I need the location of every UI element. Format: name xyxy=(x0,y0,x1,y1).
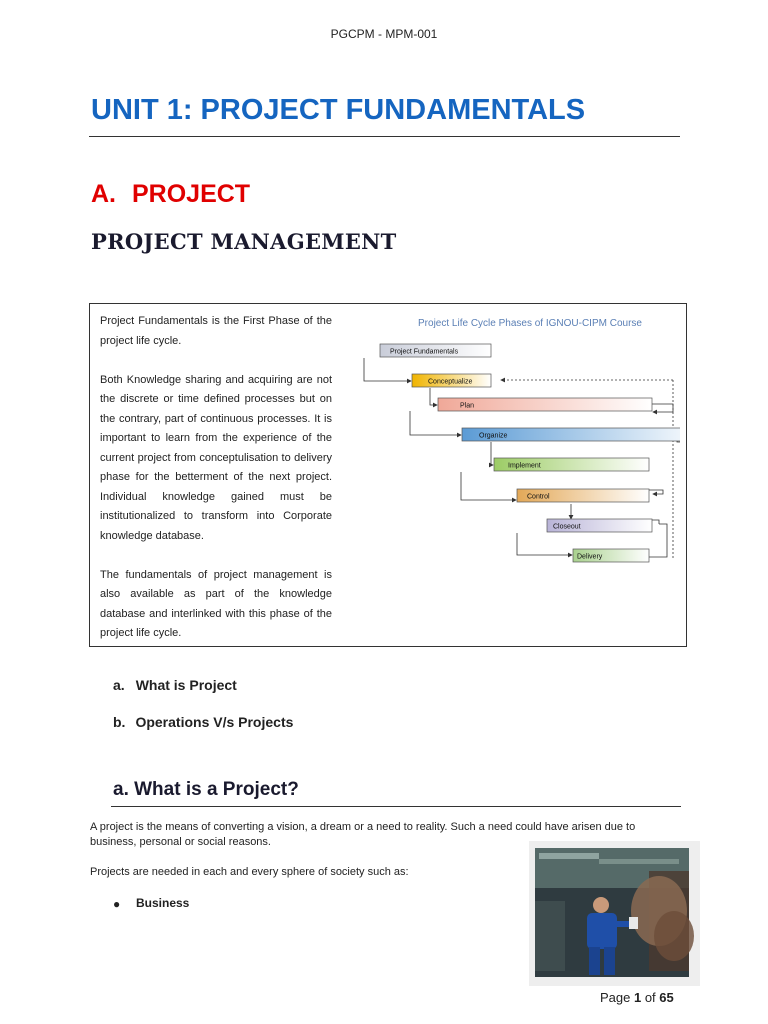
life-cycle-diagram xyxy=(355,312,680,572)
toc-marker: b. xyxy=(113,714,126,730)
feedback-line xyxy=(649,490,663,494)
title-underline xyxy=(89,136,680,137)
intro-paragraph: The fundamentals of project management is also available as part of the knowledge database and interlinked with this phase of the project life cycle. xyxy=(100,568,332,639)
body-paragraph: Projects are needed in each and every sphere of society such as: xyxy=(90,866,409,878)
phase-label: Delivery xyxy=(577,553,603,561)
section-title: PROJECT xyxy=(132,180,251,208)
connector xyxy=(491,442,493,465)
connector xyxy=(461,472,516,500)
section-letter: A. xyxy=(91,180,116,208)
page-of: of xyxy=(641,990,660,1005)
subtitle: PROJECT MANAGEMENT xyxy=(91,229,397,254)
toc-label: Operations V/s Projects xyxy=(135,714,294,730)
phase-label: Conceptualize xyxy=(428,378,473,386)
intro-paragraph: Project Fundamentals is the First Phase of the project life cycle. xyxy=(100,315,332,347)
connector xyxy=(410,411,461,435)
phase-label: Control xyxy=(527,493,550,501)
heading-underline xyxy=(111,806,681,807)
phase-label: Plan xyxy=(460,402,475,410)
body-paragraph: A project is the means of converting a vision, a dream or a need to reality. Such a need could have arisen due to business, personal or social reasons. xyxy=(90,821,636,848)
phase-label: Organize xyxy=(479,432,508,440)
toc-item-operations-vs-projects[interactable] xyxy=(113,714,293,730)
toc-label: What is Project xyxy=(135,677,237,693)
phase-label: Closeout xyxy=(553,523,581,531)
connector xyxy=(517,533,572,555)
unit-title: UNIT 1: PROJECT FUNDAMENTALS xyxy=(91,94,586,126)
intro-paragraph: Both Knowledge sharing and acquiring are not the discrete or time defined processes but on the contrary, part of continuous processes. It is important to learn from the experience of the current project from conceptulisation to delivery phase for the betterment of the next project. Individual knowledge gained must be institutionalized to transform into Corporate knowledge database. xyxy=(100,373,332,542)
section-heading-what-is-project: a. What is a Project? xyxy=(113,779,299,800)
photo-worker-image xyxy=(529,841,700,986)
page-header: PGCPM - MPM-001 xyxy=(330,27,438,41)
bullet-icon: ● xyxy=(113,897,121,911)
page-number xyxy=(600,990,674,1005)
toc-item-what-is-project[interactable] xyxy=(113,677,237,693)
feedback-line xyxy=(652,404,673,412)
toc-marker: a. xyxy=(113,677,125,693)
page-prefix: Page xyxy=(600,990,634,1005)
section-heading xyxy=(91,180,250,209)
connector xyxy=(430,388,437,405)
phase-label: Project Fundamentals xyxy=(390,348,459,356)
phase-label: Implement xyxy=(508,462,541,470)
diagram-title: Project Life Cycle Phases of IGNOU-CIPM Course xyxy=(418,318,642,329)
feedback-line xyxy=(652,520,659,524)
bullet-item: Business xyxy=(136,896,190,910)
intro-text xyxy=(100,312,332,663)
page-current: 1 xyxy=(633,990,642,1005)
page-total: 65 xyxy=(659,990,674,1005)
connector xyxy=(364,358,411,381)
